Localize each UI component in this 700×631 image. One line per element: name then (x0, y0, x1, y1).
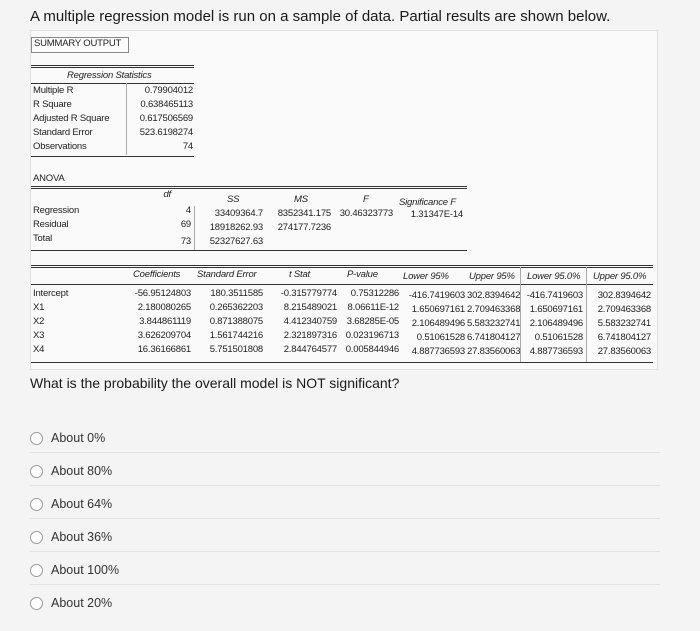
coef-cell: 4.887736593 (529, 346, 583, 357)
coef-row-label: X4 (33, 344, 45, 355)
radio-icon[interactable] (30, 531, 43, 544)
radio-icon[interactable] (30, 465, 43, 478)
option-about-0[interactable] (30, 424, 660, 453)
coef-header-rule (31, 284, 653, 285)
regstats-value: 74 (182, 141, 193, 152)
anova-ss: 18918262.93 (209, 222, 263, 233)
option-label: About 80% (51, 464, 113, 478)
regstats-top-rule (31, 65, 194, 68)
coef-header: t Stat (289, 269, 310, 280)
regstats-label: Adjusted R Square (33, 113, 110, 124)
anova-top-rule (31, 186, 467, 189)
regstats-label: R Square (33, 99, 72, 110)
coef-header: Coefficients (133, 269, 181, 280)
anova-row-label: Total (33, 233, 53, 244)
regstats-value: 523.6198274 (139, 127, 193, 138)
coef-row-label: X2 (33, 316, 45, 327)
coef-cell: 6.741804127 (597, 332, 651, 343)
regstats-value: 0.617506569 (139, 113, 193, 124)
summary-output-sheet (30, 30, 658, 370)
coef-cell: -56.95124803 (134, 288, 191, 299)
coef-cell: 302.8394642 (467, 290, 521, 301)
coef-cell: 0.75312286 (350, 288, 399, 299)
coef-cell: 5.751501808 (209, 344, 263, 355)
coef-cell: 8.215489021 (283, 302, 337, 313)
regstats-bottom-rule (31, 156, 194, 157)
coef-cell: 1.650697161 (411, 304, 465, 315)
coef-cell: 16.36166861 (137, 344, 191, 355)
regstats-value: 0.79904012 (144, 85, 193, 96)
anova-ms: 8352341.175 (277, 208, 331, 219)
summary-output-title: SUMMARY OUTPUT (34, 38, 122, 49)
anova-f: 30.46323773 (339, 208, 393, 219)
option-label: About 100% (51, 563, 120, 577)
option-about-100[interactable] (30, 556, 660, 585)
regstats-value: 0.638465113 (140, 99, 193, 110)
anova-header-df: df (163, 189, 171, 200)
coef-top-rule (31, 265, 653, 268)
anova-header-f: F (363, 194, 369, 205)
anova-bottom-rule (31, 250, 467, 251)
anova-row-label: Regression (33, 205, 80, 216)
coef-cell: 302.8394642 (597, 290, 651, 301)
regstats-title: Regression Statistics (67, 70, 152, 81)
coef-row-label: Intercept (33, 288, 69, 299)
coef-cell: 0.265362203 (209, 302, 263, 313)
coef-cell: 2.321897316 (283, 330, 337, 341)
option-about-64[interactable] (30, 490, 660, 519)
coef-cell: 2.844764577 (283, 344, 337, 355)
coef-cell: 5.583232741 (467, 318, 521, 329)
regstats-label: Multiple R (33, 85, 74, 96)
radio-icon[interactable] (30, 564, 43, 577)
coef-cell: 6.741804127 (467, 332, 521, 343)
coef-cell: 0.51061528 (416, 332, 465, 343)
anova-divider (194, 206, 195, 250)
anova-ss: 33409364.7 (214, 208, 263, 219)
coef-row-label: X1 (33, 302, 45, 313)
coef-cell: 27.83560063 (467, 346, 521, 357)
coef-cell: 0.871388075 (209, 316, 263, 327)
coef-cell: 1.561744216 (209, 330, 263, 341)
anova-header-ss: SS (227, 194, 240, 205)
coef-cell: -0.315779774 (280, 288, 337, 299)
coef-cell: 0.005844946 (345, 344, 399, 355)
anova-header-ms: MS (294, 194, 308, 205)
regstats-label: Observations (33, 141, 87, 152)
coef-cell: 8.06611E-12 (347, 302, 399, 313)
coef-cell: 4.412340759 (283, 316, 337, 327)
radio-icon[interactable] (30, 498, 43, 511)
coef-cell: -416.7419603 (408, 290, 465, 301)
coef-header: Upper 95% (469, 271, 515, 282)
anova-df: 73 (180, 236, 191, 247)
anova-df: 69 (180, 219, 191, 230)
regstats-label: Standard Error (33, 127, 93, 138)
anova-title: ANOVA (33, 173, 65, 184)
prompt-text: What is the probability the overall model is NOT significant? (30, 375, 400, 391)
anova-row-label: Residual (33, 219, 69, 230)
radio-icon[interactable] (30, 432, 43, 445)
coef-bottom-rule (31, 362, 653, 363)
coef-header: Upper 95.0% (593, 271, 647, 282)
option-label: About 36% (51, 530, 113, 544)
coef-header: Standard Error (197, 269, 257, 280)
coef-cell: 27.83560063 (597, 346, 651, 357)
coef-row-label: X3 (33, 330, 45, 341)
coef-cell: 1.650697161 (529, 304, 583, 315)
coef-cell: 2.180080265 (137, 302, 191, 313)
coef-cell: 2.106489496 (411, 318, 465, 329)
option-about-36[interactable] (30, 523, 660, 552)
coef-header: Lower 95.0% (527, 271, 581, 282)
regstats-divider (126, 83, 127, 155)
coef-cell: -416.7419603 (526, 290, 583, 301)
coef-cell: 3.626209704 (137, 330, 191, 341)
regstats-header-rule (31, 83, 194, 84)
coef-cell: 4.887736593 (411, 346, 465, 357)
coef-cell: 180.3511585 (210, 288, 263, 299)
coef-cell: 5.583232741 (597, 318, 651, 329)
question-text: A multiple regression model is run on a sample of data. Partial results are shown below. (30, 8, 611, 25)
coef-cell: 2.709463368 (597, 304, 651, 315)
anova-header-sig: Significance F (399, 197, 456, 208)
coef-cell: 3.844861119 (139, 316, 191, 327)
option-label: About 0% (51, 431, 106, 445)
coef-header: Lower 95% (403, 271, 449, 282)
anova-df: 4 (185, 205, 191, 216)
radio-icon[interactable] (30, 597, 43, 610)
anova-sig: 1.31347E-14 (410, 209, 463, 220)
option-about-20[interactable] (30, 589, 660, 617)
coef-cell: 0.023196713 (345, 330, 399, 341)
option-label: About 64% (51, 497, 113, 511)
option-about-80[interactable] (30, 457, 660, 486)
coef-cell: 2.106489496 (529, 318, 583, 329)
coef-cell: 3.68285E-05 (346, 316, 399, 327)
anova-ss: 52327627.63 (209, 236, 263, 247)
coef-header: P-value (347, 269, 378, 280)
anova-ms: 274177.7236 (277, 222, 331, 233)
coef-cell: 2.709463368 (467, 304, 521, 315)
coef-cell: 0.51061528 (534, 332, 583, 343)
option-label: About 20% (51, 596, 113, 610)
